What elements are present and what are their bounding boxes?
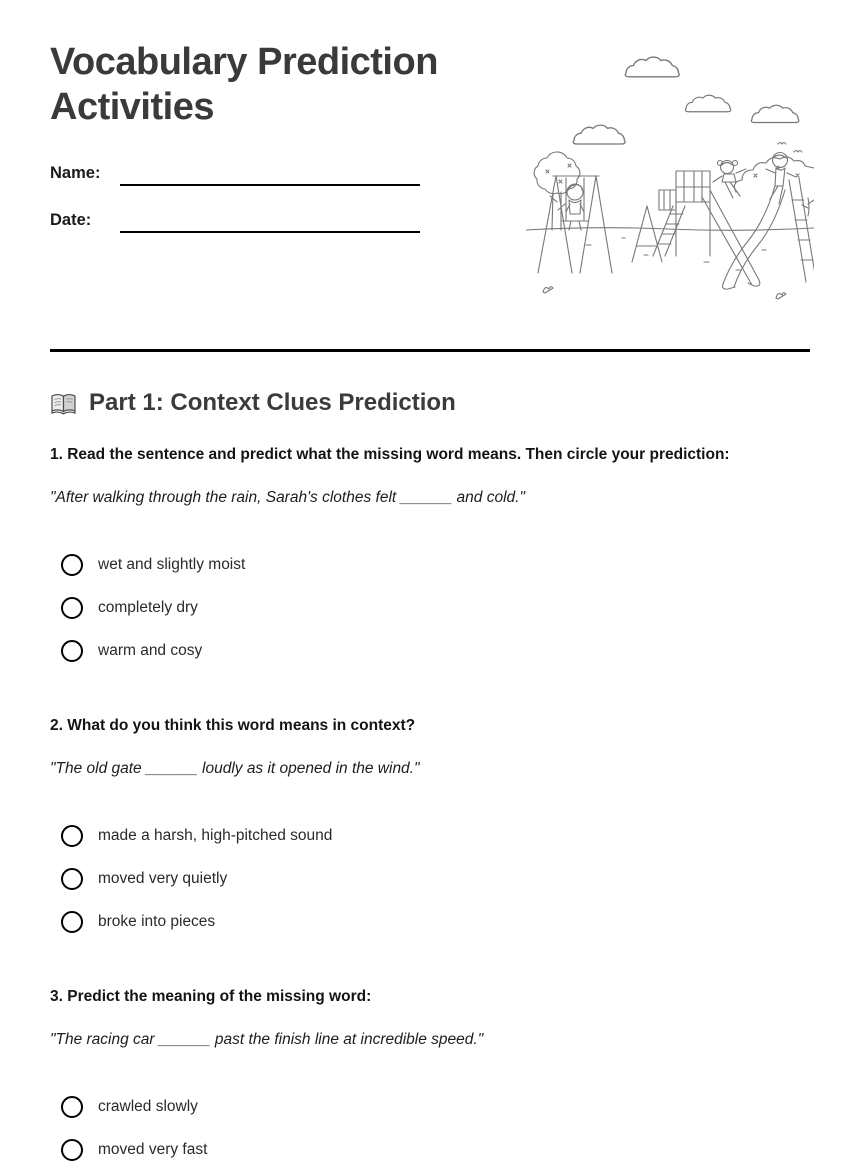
option-label: made a harsh, high-pitched sound (98, 827, 333, 844)
option-row (61, 1139, 810, 1161)
date-field (50, 209, 420, 233)
option-row (61, 554, 810, 576)
worksheet-title: Vocabulary Prediction Activities (50, 41, 438, 128)
option-row (61, 1096, 810, 1118)
cloud-icon (685, 95, 730, 111)
options-group (50, 554, 810, 662)
swing-with-child (538, 176, 612, 273)
bird-icon (778, 143, 802, 153)
open-book-icon (50, 392, 78, 416)
part1-heading-text: Part 1: Context Clues Prediction (89, 389, 456, 416)
question-2 (50, 715, 810, 933)
radio-button[interactable] (61, 825, 83, 847)
bush (734, 157, 814, 216)
date-input-line[interactable] (120, 209, 420, 233)
name-label: Name: (50, 164, 101, 182)
option-label: broke into pieces (98, 913, 216, 930)
radio-button[interactable] (61, 597, 83, 619)
question-prompt: 3. Predict the meaning of the missing word: (50, 988, 372, 1005)
question-sentence: "The racing car ______ past the finish line at incredible speed." (50, 1031, 484, 1048)
cloud-icon (573, 125, 625, 144)
play-tower (653, 171, 710, 256)
option-label: wet and slightly moist (98, 556, 246, 573)
name-field (50, 162, 420, 186)
option-label: moved very fast (98, 1141, 208, 1158)
cloud-icon (751, 105, 798, 122)
options-group (50, 825, 810, 933)
sprout-icon (543, 287, 786, 299)
options-group (50, 1096, 810, 1161)
part1-heading (50, 388, 810, 418)
question-prompt: 1. Read the sentence and predict what the missing word means. Then circle your prediction: (50, 446, 730, 463)
radio-button[interactable] (61, 1096, 83, 1118)
option-row (61, 911, 810, 933)
option-label: crawled slowly (98, 1098, 198, 1115)
option-label: completely dry (98, 599, 198, 616)
question-1 (50, 444, 810, 662)
radio-button[interactable] (61, 640, 83, 662)
radio-button[interactable] (61, 1139, 83, 1161)
tree (534, 152, 580, 230)
option-row (61, 868, 810, 890)
a-frame (632, 206, 662, 262)
option-row (61, 597, 810, 619)
playground-illustration (526, 40, 814, 310)
part1-section (50, 352, 810, 1161)
question-prompt: 2. What do you think this word means in context? (50, 717, 416, 734)
date-label: Date: (50, 211, 92, 229)
question-sentence: "The old gate ______ loudly as it opened in the wind." (50, 760, 420, 777)
question-3 (50, 986, 810, 1161)
question-sentence: "After walking through the rain, Sarah's clothes felt ______ and cold." (50, 489, 525, 506)
name-input-line[interactable] (120, 162, 420, 186)
option-row (61, 825, 810, 847)
option-row (61, 640, 810, 662)
radio-button[interactable] (61, 911, 83, 933)
worksheet-header (0, 0, 860, 349)
radio-button[interactable] (61, 554, 83, 576)
option-label: warm and cosy (98, 642, 203, 659)
cloud-icon (625, 57, 679, 77)
option-label: moved very quietly (98, 870, 228, 887)
radio-button[interactable] (61, 868, 83, 890)
